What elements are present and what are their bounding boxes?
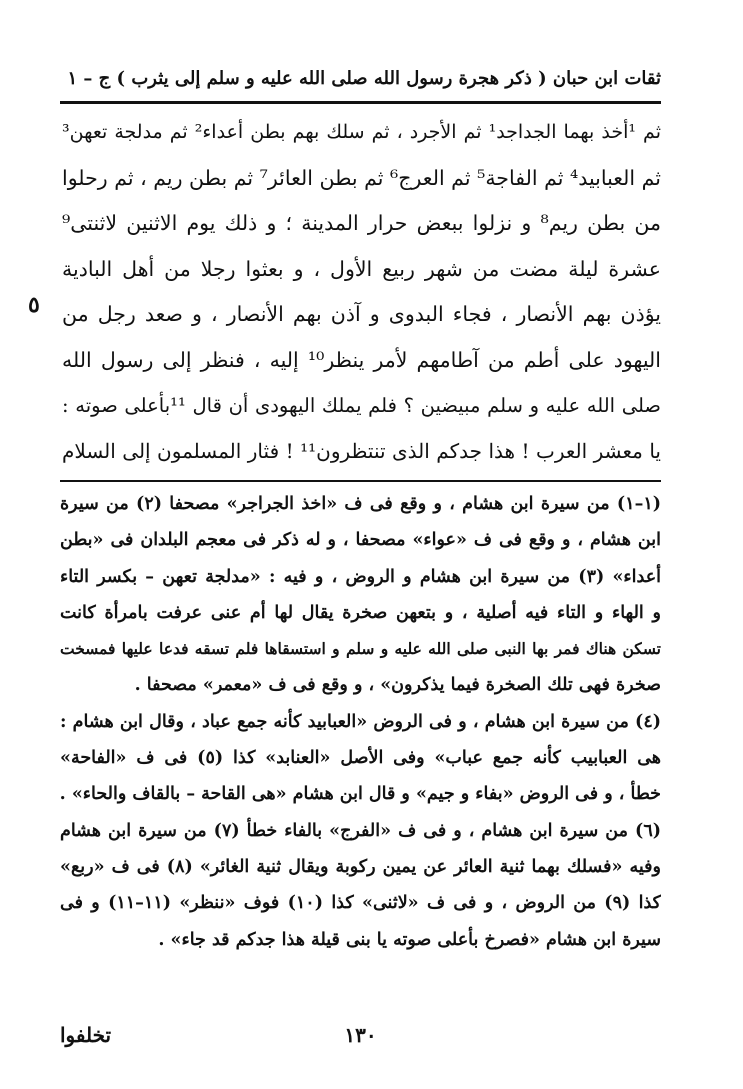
footnote-line: (٤) من سيرة ابن هشام ، و فى الروض «العبابيد كأنه جمع عباد ، وقال ابن هشام : (60, 711, 661, 732)
footnote-line: سيرة ابن هشام «فصرخ بأعلى صوته يا بنى قيلة هذا جدكم قد جاء» . (158, 929, 661, 950)
header-rule (60, 101, 661, 104)
text-line: يؤذن بهم الأنصار ، فجاء البدوى و آذن بهم الأنصار ، و صعد رجل من (62, 302, 661, 326)
footnote-line: كذا (٩) من الروض ، و فى ف «لاثنى» كذا (١٠) فوف «ننظر» (١١–١١) و فى (60, 893, 661, 914)
page-number: ١٣٠ (344, 1023, 377, 1047)
text-line: صلى الله عليه و سلم مبيضين ؟ فلم يملك اليهودى أن قال ¹¹بأعلى صوته : (62, 394, 661, 417)
text-line: من بطن ريم⁸ و نزلوا ببعض حرار المدينة ؛ و ذلك يوم الاثنين لاثنتى⁹ (62, 211, 661, 235)
text-line: ثم ¹أخذ بهما الجداجد¹ ثم الأجرد ، ثم سلك بهم بطن أعداء² ثم مدلجة تعهن³ (62, 121, 661, 143)
text-line: ثم العبابيد⁴ ثم الفاجة⁵ ثم العرج⁶ ثم بطن العائر⁷ ثم بطن ريم ، ثم رحلوا (62, 165, 661, 190)
footnote-line: و الهاء و التاء فيه أصلية ، و بتعهن صخرة يقال لها أم عنى عرفت بامرأة كانت (60, 602, 661, 623)
main-text (62, 110, 661, 474)
footnote-line: وفيه «فسلك بهما ثنية العائر عن يمين ركوبة ويقال ثنية الغائر» (٨) فى ف «ربع» (60, 856, 661, 877)
catchword: تخلفوا (60, 1023, 112, 1047)
text-line: اليهود على أطم من آطامهم لأمر ينظر¹⁰ إليه ، فنظر إلى رسول الله (62, 347, 661, 372)
footnote-line: خطأ ، و فى الروض «بفاء و جيم» و قال ابن هشام «هى القاحة – بالقاف والحاء» . (60, 784, 661, 805)
running-header (60, 58, 661, 98)
text-line: يا معشر العرب ! هذا جدكم الذى تنتظرون¹¹ ! فثار المسلمون إلى السلام (62, 438, 661, 463)
page-footer (60, 1015, 661, 1055)
footnote-line: صخرة فهى تلك الصخرة فيما يذكرون» ، و وقع فى ف «معمر» مصحفا . (134, 675, 661, 696)
footnote-line: (٦) من سيرة ابن هشام ، و فى ف «الفرج» بالفاء خطأ (٧) من سيرة ابن هشام (60, 820, 661, 841)
line-margin-number: ٥ (28, 292, 40, 318)
footnote-line: (١–١) من سيرة ابن هشام ، و وقع فى ف «اخذ الجراجر» مصحفا (٢) من سيرة (60, 494, 661, 514)
footnote-rule (60, 480, 661, 482)
footnote-line: ابن هشام ، و وقع فى ف «عواء» مصحفا ، و له ذكر فى معجم البلدان فى «بطن (60, 530, 661, 551)
footnote-line: أعداء» (٣) من سيرة ابن هشام و الروض ، و فيه : «مدلجة تعهن – بكسر التاء (60, 566, 661, 587)
footnote-line: هى العبابيب كأنه جمع عباب» وفى الأصل «العنابد» كذا (٥) فى ف «الفاحة» (60, 748, 661, 769)
header-title: ثقات ابن حبان ( ذكر هجرة رسول الله صلى الله عليه و سلم إلى يثرب ) ج – ١ (67, 67, 661, 89)
text-line: عشرة ليلة مضت من شهر ربيع الأول ، و بعثوا رجلا من أهل البادية (62, 256, 661, 281)
footnote-line: تسكن هناك فمر بها النبى صلى الله عليه و سلم و استسقاها فلم تسقه فدعا عليها فمسخت (60, 639, 661, 659)
footnotes (60, 486, 661, 958)
